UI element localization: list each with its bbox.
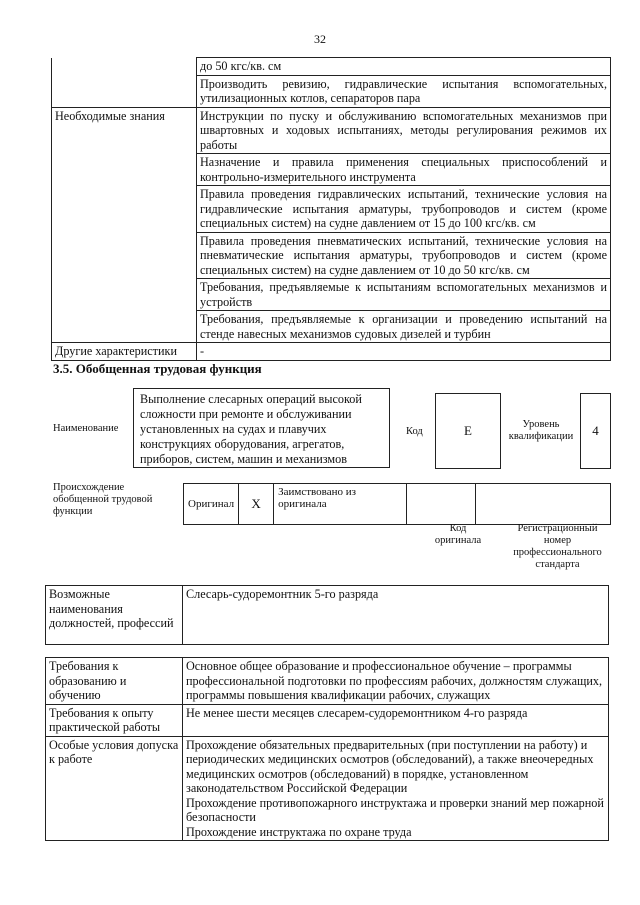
knowledge-table (51, 57, 611, 361)
table-row (52, 107, 611, 154)
table-cell-value: Производить ревизию, гидравлические испытания вспомогательных, утилизационных котлов, сепараторов пара (197, 75, 611, 107)
table-cell-value: до 50 кгс/кв. см (197, 58, 611, 76)
table-row (46, 704, 609, 736)
table-cell-value: - (197, 343, 611, 361)
original-mark: X (239, 484, 274, 525)
registration-caption: Регистрационный номер профессионального стандарта (513, 523, 602, 570)
function-name-value: Выполнение слесарных операций высокой сложности при ремонте и обслуживании установленных на судах и плавучих конструкциях оборудования, агрегатов, приборов, систем, машин и механизмов (133, 388, 390, 468)
origin-table (183, 483, 611, 525)
table-cell-value: Требования, предъявляемые к испытаниям вспомогательных механизмов и устройств (197, 279, 611, 311)
origin-code-caption: Код оригинала (434, 523, 482, 546)
table-row (52, 343, 611, 361)
function-code-value: E (435, 393, 501, 469)
experience-value: Не менее шести месяцев слесарем-судоремонтником 4-го разряда (183, 704, 609, 736)
education-value: Основное общее образование и профессиональное обучение – программы профессиональной подготовки по профессиям рабочих, должностям служащих, программы повышения квалификации рабочих, служащих (183, 658, 609, 705)
condition-line: Прохождение инструктажа по охране труда (186, 824, 412, 839)
name-label: Наименование (53, 423, 119, 434)
condition-line: Прохождение противопожарного инструктажа и проверки знаний мер пожарной безопасности (186, 795, 604, 824)
page-number: 32 (314, 32, 326, 46)
code-label: Код (406, 426, 423, 437)
education-label: Требования к образованию и обучению (46, 658, 183, 705)
table-cell-value: Правила проведения пневматических испытаний, технические условия на пневматические испытания арматуры, трубопроводов и систем (кроме специальных систем) на судне давлением от 10 до 50 кгс/кв. см (197, 232, 611, 279)
table-row (184, 484, 611, 525)
experience-label: Требования к опыту практической работы (46, 704, 183, 736)
requirements-table (45, 657, 609, 841)
table-cell-label (52, 58, 197, 108)
qualification-level-value: 4 (580, 393, 611, 469)
table-cell-label: Другие характеристики (52, 343, 197, 361)
table-cell-value: Требования, предъявляемые к организации и проведению испытаний на стенде навесных механизмов судовых дизелей и турбин (197, 311, 611, 343)
origin-label: Происхождение обобщенной трудовой функции (53, 482, 153, 517)
conditions-value (183, 736, 609, 841)
professions-label: Возможные наименования должностей, профессий (46, 586, 183, 645)
table-row (46, 736, 609, 841)
conditions-label: Особые условия допуска к работе (46, 736, 183, 841)
table-cell-value: Инструкции по пуску и обслуживанию вспомогательных механизмов при швартовных и ходовых испытаниях, методы регулирования режимов их работы (197, 107, 611, 154)
table-row (52, 58, 611, 76)
table-cell-value: Назначение и правила применения специальных приспособлений и контрольно-измерительного инструмента (197, 154, 611, 186)
table-row (46, 658, 609, 705)
original-label: Оригинал (184, 484, 239, 525)
table-row (46, 586, 609, 645)
section-title: 3.5. Обобщенная трудовая функция (53, 361, 262, 376)
condition-line: Прохождение обязательных предварительных (при поступлении на работу) и периодических медицинских осмотров (обследований), а также внеочередных медицинских осмотров (обследований) в порядке, установленном законодательством Российской Федерации (186, 737, 594, 795)
level-label: Уровень квалификации (508, 419, 574, 442)
professions-value: Слесарь-судоремонтник 5-го разряда (183, 586, 609, 645)
table-cell-label: Необходимые знания (52, 107, 197, 343)
origin-code-cell (407, 484, 476, 525)
borrowed-label: Заимствовано из оригинала (274, 484, 407, 525)
professions-table (45, 585, 609, 645)
registration-number-cell (476, 484, 611, 525)
table-cell-value: Правила проведения гидравлических испытаний, технические условия на гидравлические испытания арматуры, трубопроводов и систем (кроме специальных систем) на судне давлением от 15 до 100 кгс/кв. см (197, 186, 611, 233)
